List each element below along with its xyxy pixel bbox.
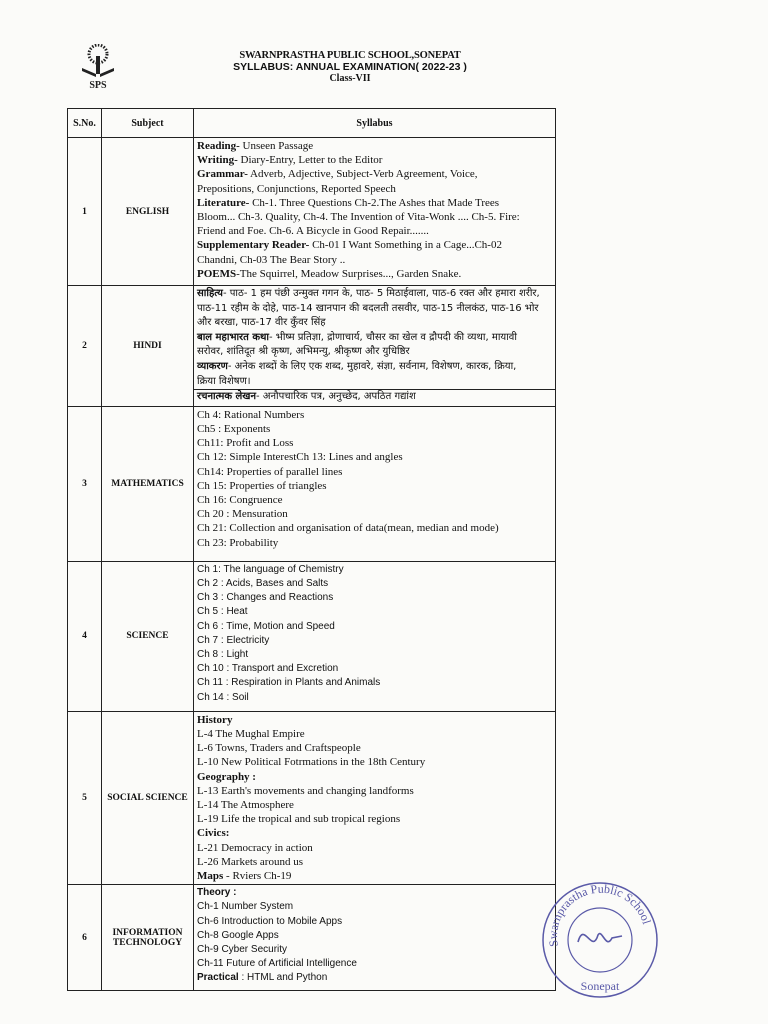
syllabus-cell [194,561,556,711]
syllabus-line [197,167,552,181]
syllabus-line [197,841,552,855]
syllabus-line [197,957,552,971]
syllabus-line [197,465,552,479]
stamp-bottom-text: Sonepat [580,979,620,993]
syllabus-line-text: L-21 Democracy in action [197,841,313,854]
syllabus-line-text: Friend and Foe. Ch-6. A Bicycle in Good Repair....... [197,225,429,238]
syllabus-line [197,536,552,550]
syllabus-line [197,302,552,317]
syllabus-line [197,900,552,914]
syllabus-line-text: Ch5 : Exponents [197,422,271,435]
syllabus-line [197,620,552,634]
syllabus-line-text: - पाठ- 1 हम पंछी उन्मुक्त गगन के, पाठ- 5 मिठाईवाला, पाठ-6 रक्त और हमारा शरीर, [222,288,540,299]
document-header [180,50,520,84]
syllabus-cell [194,138,556,286]
serial-number: 6 [68,885,102,991]
table-header-row [68,109,556,138]
syllabus-line [197,634,552,648]
syllabus-cell [194,885,556,991]
syllabus-line [197,316,552,331]
syllabus-line-heading: POEMS [197,267,237,280]
syllabus-line-text: L-19 Life the tropical and sub tropical regions [197,813,401,826]
subject-name: SOCIAL SCIENCE [102,711,194,884]
syllabus-line-heading: Maps [197,869,224,882]
syllabus-line-text: Ch14: Properties of parallel lines [197,465,343,478]
syllabus-line-heading: बाल महाभारत कथा [197,331,269,343]
syllabus-line [197,224,552,238]
syllabus-line-text: Ch 2 : Acids, Bases and Salts [197,577,329,589]
school-name: SWARNPRASTHA PUBLIC SCHOOL,SONEPAT [239,50,461,61]
syllabus-line [197,450,552,464]
table-row [68,406,556,561]
syllabus-line-text: Ch 10 : Transport and Excretion [197,663,339,675]
svg-text:Swarnprastha Public School: Swarnprastha Public School [545,881,654,948]
syllabus-line-text: Ch-6 Introduction to Mobile Apps [197,915,343,927]
syllabus-line [197,812,552,826]
syllabus-line [197,648,552,662]
syllabus-line [197,210,552,224]
syllabus-line-text: क्रिया विशेषण। [197,375,251,387]
syllabus-line [197,521,552,535]
syllabus-line [197,422,552,436]
syllabus-line-text: L-6 Towns, Traders and Craftspeople [197,742,361,755]
syllabus-line-heading: साहित्य [197,288,223,299]
syllabus-line-text: Ch 3 : Changes and Reactions [197,592,334,604]
subject-name: ENGLISH [102,138,194,286]
syllabus-cell [194,406,556,561]
syllabus-line [197,591,552,605]
syllabus-line-text: सरोवर, शांतिदूत श्री कृष्ण, अभिमन्यु, श्रीकृष्ण और युधिष्ठिर [197,346,410,358]
syllabus-line [197,196,552,210]
syllabus-line-heading: Theory : [197,887,237,899]
syllabus-line-text: Ch 7 : Electricity [197,634,270,646]
serial-number: 5 [68,711,102,884]
column-header-syllabus: Syllabus [194,109,556,138]
syllabus-line [197,507,552,521]
syllabus-line-text: Ch-9 Cyber Security [197,944,288,955]
syllabus-line-text: Ch 11 : Respiration in Plants and Animals [197,677,381,689]
table-row [68,885,556,991]
syllabus-line [197,139,552,153]
syllabus-line-text: L-4 The Mughal Empire [197,727,305,740]
syllabus-line [197,577,552,591]
syllabus-line-text: Unseen Passage [239,140,314,152]
syllabus-line [197,662,552,676]
syllabus-line [197,253,552,267]
syllabus-line [197,331,552,346]
syllabus-line [197,153,552,167]
syllabus-line [197,479,552,493]
syllabus-line-text: L-10 New Political Fotrmations in the 18th Century [197,756,426,769]
syllabus-line-text: Ch 15: Properties of triangles [197,479,327,492]
syllabus-line [197,375,552,390]
syllabus-line-text: Ch 8 : Light [197,648,249,660]
syllabus-line [197,929,552,943]
syllabus-line-text: - Rviers Ch-19 [223,869,292,882]
syllabus-line [197,741,552,755]
syllabus-line-text: Bloom... Ch-3. Quality, Ch-4. The Invention of Vita-Wonk .... Ch-5. Fire: [197,211,520,224]
syllabus-line-heading: Grammar- [197,168,248,181]
syllabus-line-heading: Writing- [197,154,238,167]
syllabus-line-text: Ch-01 I Want Something in a Cage...Ch-02 [309,239,502,252]
table-row [68,711,556,884]
syllabus-line [197,713,552,727]
syllabus-line [197,727,552,741]
syllabus-line [197,784,552,798]
syllabus-line-text: - अनेक शब्दों के लिए एक शब्द, मुहावरे, संज्ञा, सर्वनाम, विशेषण, कारक, क्रिया, [227,360,517,372]
syllabus-line-text: Ch 6 : Time, Motion and Speed [197,620,335,632]
syllabus-line-text: Ch11: Profit and Loss [197,437,294,450]
syllabus-line-text: Ch-11 Future of Artificial Intelligence [197,958,357,970]
serial-number: 3 [68,406,102,561]
school-stamp [540,880,660,1000]
syllabus-line [197,605,552,619]
syllabus-line-text: Ch 4: Rational Numbers [197,408,305,421]
syllabus-line-heading: Civics: [197,827,230,840]
serial-number: 4 [68,561,102,711]
syllabus-line-text: L-14 The Atmosphere [197,798,294,811]
syllabus-line [197,408,552,422]
syllabus-line-text: Chandni, Ch-03 The Bear Story .. [197,253,346,266]
subject-name: INFORMATION TECHNOLOGY [102,885,194,991]
syllabus-line-text: Adverb, Adjective, Subject-Verb Agreement, Voice, [247,168,478,181]
syllabus-line-text: Ch 20 : Mensuration [197,508,288,521]
syllabus-line [197,971,552,985]
syllabus-line-text: Ch 21: Collection and organisation of data(mean, median and mode) [197,522,499,535]
syllabus-table [67,108,556,991]
syllabus-line [197,287,552,302]
school-logo [76,44,120,90]
syllabus-line-text: - भीष्म प्रतिज्ञा, द्रोणाचार्य, चौसर का खेल व द्रौपदी की व्यथा, मायावी [269,331,517,343]
syllabus-line [197,563,552,577]
syllabus-line [197,770,552,784]
syllabus-line-heading: Literature- [197,196,250,209]
syllabus-line [197,691,552,705]
syllabus-line [197,943,552,957]
syllabus-line [197,826,552,840]
syllabus-line-heading: Practical [197,972,239,984]
subject-name: HINDI [102,286,194,407]
syllabus-line-heading: व्याकरण [197,360,228,372]
syllabus-line-text: Ch 23: Probability [197,536,279,549]
syllabus-line [197,345,552,360]
syllabus-line [197,886,552,900]
syllabus-line [197,869,552,883]
syllabus-line [197,360,552,375]
syllabus-line-text: Ch-1 Number System [197,901,294,913]
table-row [68,561,556,711]
syllabus-line-text: -The Squirrel, Meadow Surprises..., Garden Snake. [236,267,462,280]
syllabus-line [197,267,552,281]
syllabus-cell [194,286,556,407]
syllabus-line-heading: रचनात्मक लेखन [197,391,257,403]
syllabus-line [197,798,552,812]
syllabus-line-heading: Supplementary Reader- [197,239,310,252]
document-title: SYLLABUS: ANNUAL EXAMINATION( 2022-23 ) [233,61,467,73]
syllabus-line [197,915,552,929]
syllabus-line [197,493,552,507]
syllabus-line-heading: Geography : [197,770,256,783]
syllabus-line-text: Ch-1. Three Questions Ch-2.The Ashes that Made Trees [249,196,500,209]
svg-text:SPS: SPS [89,80,107,90]
subject-name: MATHEMATICS [102,406,194,561]
serial-number: 2 [68,286,102,407]
syllabus-line-text: Ch 14 : Soil [197,691,249,703]
syllabus-line-text: Prepositions, Conjunctions, Reported Speech [197,182,396,195]
syllabus-line [197,676,552,690]
syllabus-line [197,855,552,869]
column-header-subject: Subject [102,109,194,138]
syllabus-line-text: Ch 5 : Heat [197,606,248,618]
syllabus-line-text: Ch 1: The language of Chemistry [197,563,344,575]
syllabus-line-text: Diary-Entry, Letter to the Editor [237,154,383,167]
column-header-sno: S.No. [68,109,102,138]
table-row [68,286,556,407]
syllabus-line-text: Ch-8 Google Apps [197,929,279,941]
syllabus-line-text: L-26 Markets around us [197,855,304,868]
syllabus-line-text: - अनौपचारिक पत्र, अनुच्छेद, अपठित गद्यांश [256,391,416,403]
syllabus-line-text: L-13 Earth's movements and changing landforms [197,784,414,797]
syllabus-line [197,755,552,769]
class-label: Class-VII [329,73,371,84]
table-row [68,138,556,286]
syllabus-line [194,389,555,405]
syllabus-line-text: Ch 12: Simple InterestCh 13: Lines and angles [197,451,403,464]
syllabus-line-text: : HTML and Python [238,972,328,984]
syllabus-line-text: और बरखा, पाठ-17 वीर कुँवर सिंह [197,317,326,329]
syllabus-line-heading: History [197,713,233,726]
serial-number: 1 [68,138,102,286]
syllabus-line-text: पाठ-11 रहीम के दोहे, पाठ-14 खानपान की बदलती तसवीर, पाठ-15 नीलकंठ, पाठ-16 भोर [197,302,539,314]
syllabus-line [197,436,552,450]
syllabus-line [197,182,552,196]
syllabus-cell [194,711,556,884]
syllabus-line-text: Ch 16: Congruence [197,493,283,506]
subject-name: SCIENCE [102,561,194,711]
syllabus-line-heading: Reading- [197,140,240,152]
syllabus-line [197,238,552,252]
